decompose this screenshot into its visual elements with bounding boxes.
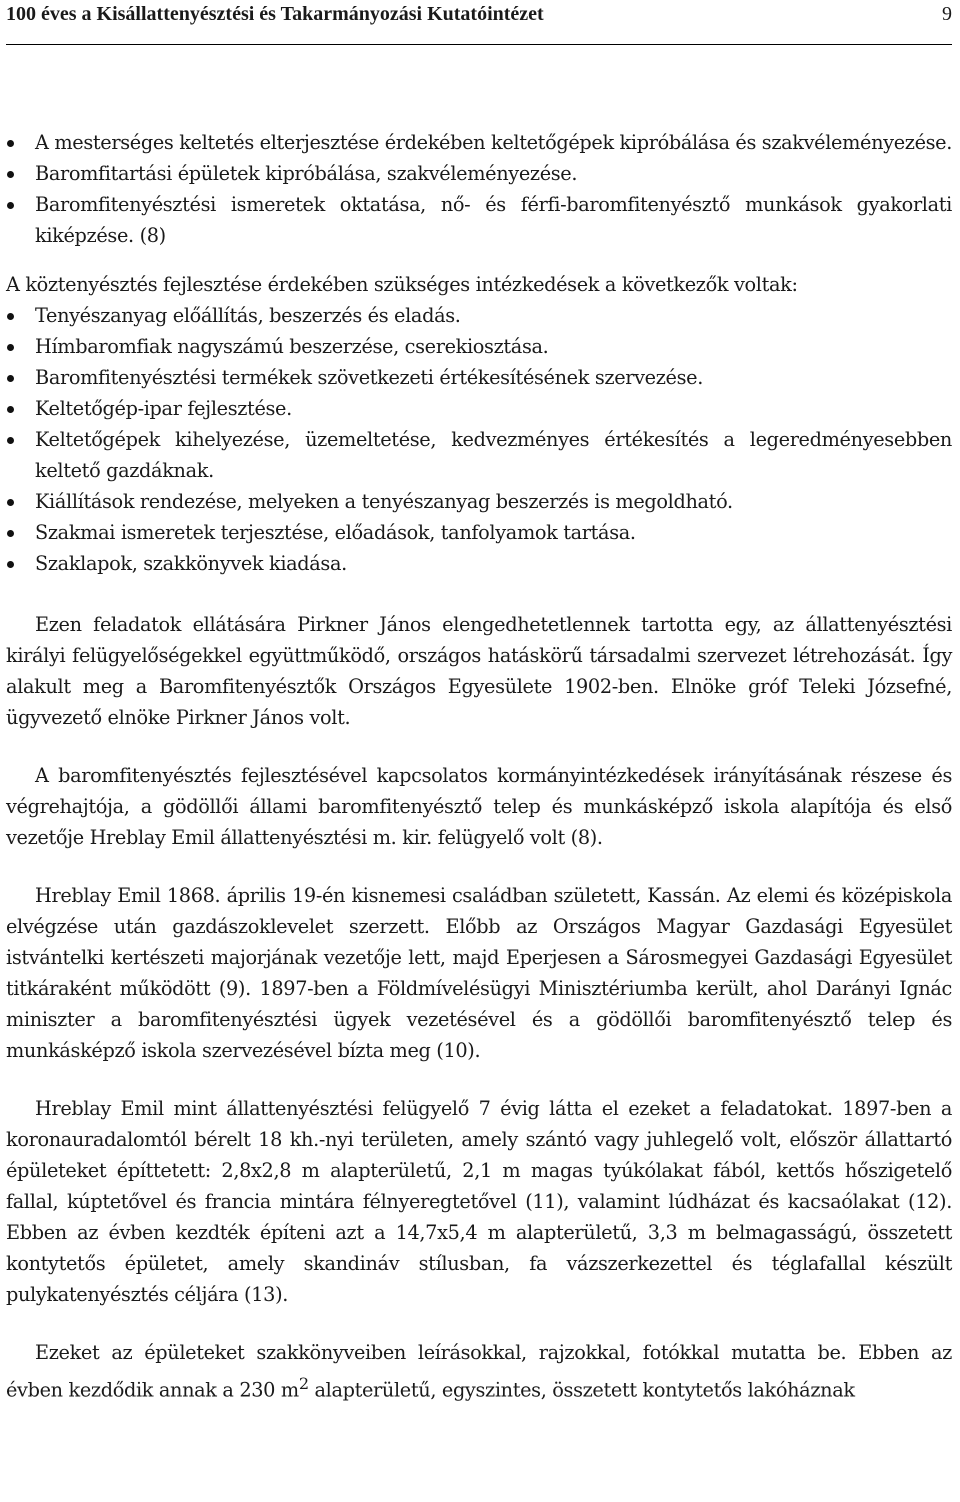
list-item: Baromfitartási épületek kipróbálása, szakvéleményezése. bbox=[6, 158, 952, 189]
body-paragraph: Ezen feladatok ellátására Pirkner János elengedhetetlennek tartotta egy, az állattenyésztési királyi felügyelőségekkel együttműködő, országos hatáskörű társadalmi szervezet létrehozását. Így alakult meg a Baromfitenyésztők Országos Egyesülete 1902-ben. Elnöke gróf Teleki Józsefné, ügyvezető elnöke Pirkner János volt. bbox=[6, 613, 952, 729]
body-paragraph: Hreblay Emil 1868. április 19-én kisnemesi családban született, Kassán. Az elemi és középiskola elvégzése után gazdászoklevelet szerzett. Előbb az Országos Magyar Gazdasági Egyesület istvántelki kertészeti majorjának vezetője lett, majd Eperjesen a Sárosmegyei Gazdasági Egyesület titkáraként működött (9). 1897-ben a Földmívelésügyi Minisztériumba került, ahol Darányi Ignác miniszter a baromfitenyésztési ügyek vezetésével és a gödöllői baromfitenyésztő telep és munkásképző iskola szervezésével bízta meg (10). bbox=[6, 884, 952, 1062]
bullet-icon bbox=[7, 561, 14, 568]
header-title: 100 éves a Kisállattenyésztési és Takarmányozási Kutatóintézet bbox=[6, 3, 544, 25]
list-item: Kiállítások rendezése, melyeken a tenyészanyag beszerzés is megoldható. bbox=[6, 486, 952, 517]
intro-paragraph: A köztenyésztés fejlesztése érdekében szükséges intézkedések a következők voltak: bbox=[6, 273, 798, 296]
body-paragraph: Hreblay Emil mint állattenyésztési felügyelő 7 évig látta el ezeket a feladatokat. 1897-ben a koronauradalomtól bérelt 18 kh.-nyi területen, amely szántó vagy juhlegelő volt, először állattartó épületeket építtetett: 2,8x2,8 m alapterületű, 2,1 m magas tyúkólakat fából, kettős hőszigetelő fallal, kúptetővel és francia mintára félnyeregtetővel (11), valamint lúdházat és kacsaólakat (12). Ebben az évben kezdték építeni azt a 14,7x5,4 m alapterületű, 3,3 m belmagasságú, összetett kontytetős épületet, amely skandináv stílusban, fa vázszerkezettel és téglafallal készült pulykatenyésztés céljára (13). bbox=[6, 1097, 952, 1306]
bullet-icon bbox=[7, 344, 14, 351]
bullet-icon bbox=[7, 406, 14, 413]
list-item: Szakmai ismeretek terjesztése, előadások, tanfolyamok tartása. bbox=[6, 517, 952, 548]
bullet-icon bbox=[7, 313, 14, 320]
bullet-icon bbox=[7, 140, 14, 147]
list-item: Baromfitenyésztési termékek szövetkezeti értékesítésének szervezése. bbox=[6, 362, 952, 393]
list-item: Keltetőgép-ipar fejlesztése. bbox=[6, 393, 952, 424]
body-paragraph: A baromfitenyésztés fejlesztésével kapcsolatos kormányintézkedések irányításának részese és végrehajtója, a gödöllői állami baromfitenyésztő telep és munkásképző iskola alapítója és első vezetője Hreblay Emil állattenyésztési m. kir. felügyelő volt (8). bbox=[6, 764, 952, 849]
list-item: Hímbaromfiak nagyszámú beszerzése, cserekiosztása. bbox=[6, 331, 952, 362]
list-item: Szaklapok, szakkönyvek kiadása. bbox=[6, 548, 952, 579]
list-item: Keltetőgépek kihelyezése, üzemeltetése, kedvezményes értékesítés a legeredményesebben keltető gazdáknak. bbox=[6, 424, 952, 486]
running-header bbox=[6, 0, 952, 45]
bullet-icon bbox=[7, 202, 14, 209]
list-item: Baromfitenyésztési ismeretek oktatása, nő- és férfi-baromfitenyésztő munkások gyakorlati kiképzése. (8) bbox=[6, 189, 952, 251]
page-number: 9 bbox=[942, 3, 952, 25]
bullet-icon bbox=[7, 499, 14, 506]
superscript: 2 bbox=[298, 1374, 309, 1393]
page-body bbox=[6, 127, 952, 1405]
bullet-list-measures bbox=[6, 300, 952, 579]
bullet-icon bbox=[7, 530, 14, 537]
bullet-icon bbox=[7, 171, 14, 178]
bullet-icon bbox=[7, 375, 14, 382]
list-item: A mesterséges keltetés elterjesztése érdekében keltetőgépek kipróbálása és szakvéleményezése. bbox=[6, 127, 952, 158]
bullet-list-tasks bbox=[6, 127, 952, 251]
bullet-icon bbox=[7, 437, 14, 444]
list-item: Tenyészanyag előállítás, beszerzés és eladás. bbox=[6, 300, 952, 331]
body-paragraph-last: Ezeket az épületeket szakkönyveiben leírásokkal, rajzokkal, fotókkal mutatta be. Ebben az évben kezdődik annak a 230 $m^2$ alapterületű, egyszintes, összetett kontytetős lakóháznak bbox=[6, 1341, 952, 1402]
